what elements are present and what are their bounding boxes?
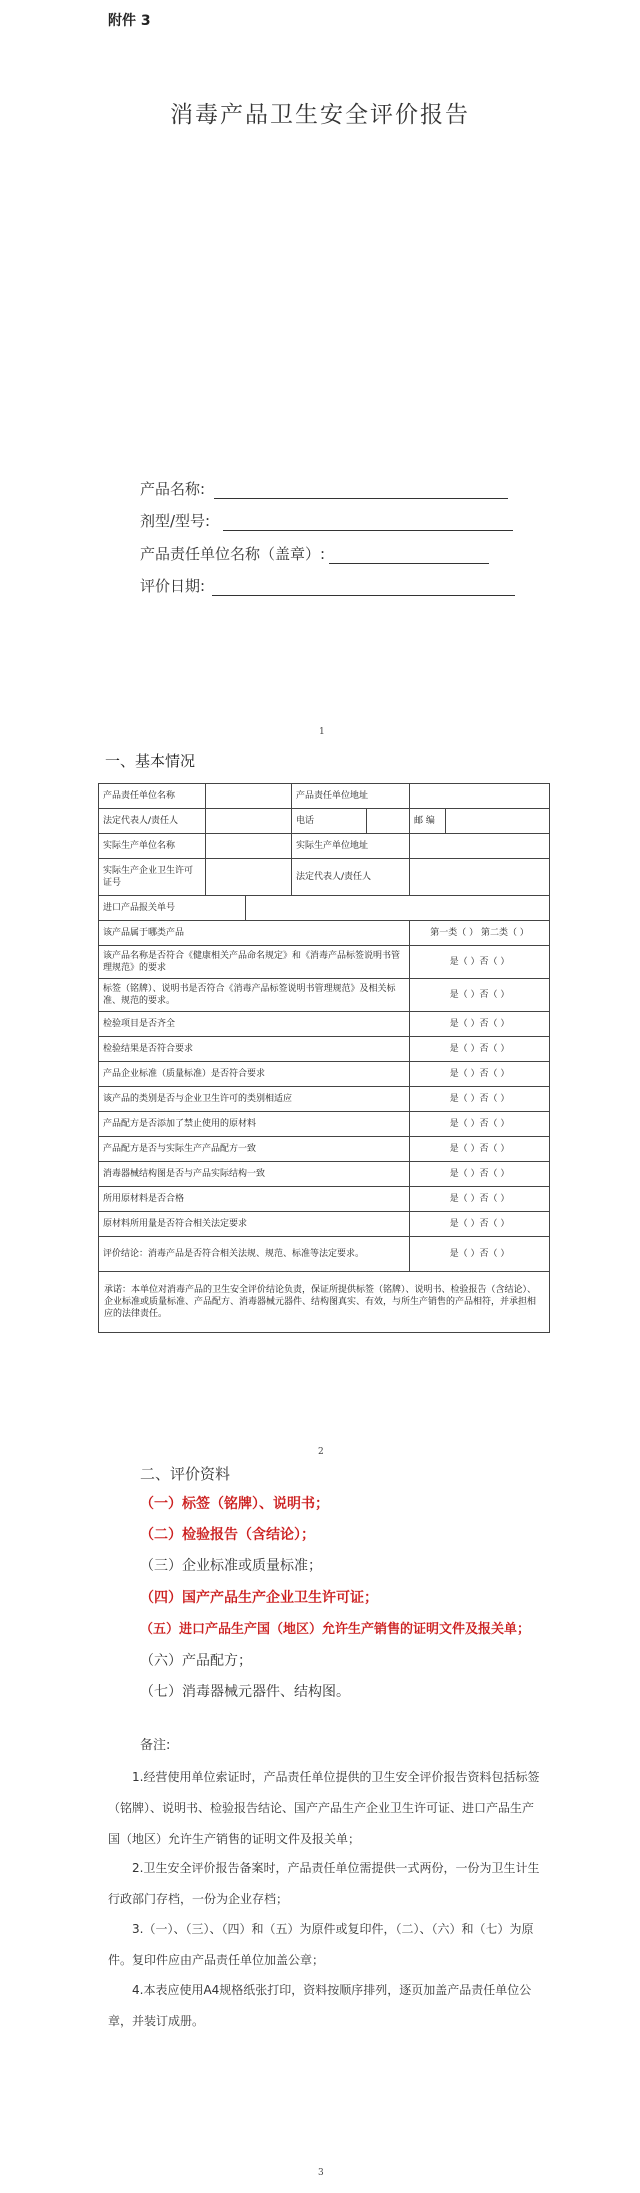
- table-row: [99, 834, 550, 859]
- page-number-3: 3: [318, 2168, 324, 2178]
- dosage-row: [140, 510, 513, 531]
- material-item: （二）检验报告（含结论）；: [140, 1527, 315, 1543]
- conclusion-choice[interactable]: 是（ ）否（ ）: [410, 1237, 550, 1272]
- unit-label: 产品责任单位名称（盖章）:: [140, 545, 326, 563]
- material-item: （一）标签（铭牌）、说明书；: [140, 1496, 329, 1512]
- check-choice[interactable]: 是（ ）否（ ）: [410, 1162, 550, 1187]
- section-materials-heading: 二、评价资料: [140, 1465, 231, 1483]
- date-label: 评价日期:: [140, 577, 206, 595]
- table-cell: 法定代表人/责任人: [99, 809, 206, 834]
- check-label: 该产品的类别是否与企业卫生许可的类别相适应: [99, 1087, 410, 1112]
- note-item: 1.经营使用单位索证时，产品责任单位提供的卫生安全评价报告资料包括标签（铭牌）、说明书、检验报告结论、国产产品生产企业卫生许可证、进口产品生产国（地区）允许生产销售的证明文件及报关单；: [108, 1770, 540, 1846]
- check-choice[interactable]: 是（ ）否（ ）: [410, 1037, 550, 1062]
- check-choice[interactable]: 是（ ）否（ ）: [410, 946, 550, 979]
- notes-title: 备注:: [140, 1738, 171, 1753]
- check-label: 产品配方是否与实际生产产品配方一致: [99, 1137, 410, 1162]
- table-cell: 实际生产单位名称: [99, 834, 206, 859]
- table-row: [99, 1272, 550, 1333]
- table-cell[interactable]: [367, 809, 410, 834]
- check-label: 产品配方是否添加了禁止使用的原材料: [99, 1112, 410, 1137]
- page-number-1: 1: [319, 727, 325, 737]
- section-basic-heading: 一、基本情况: [105, 752, 196, 770]
- table-row: [99, 979, 550, 1012]
- check-choice[interactable]: 是（ ）否（ ）: [410, 1212, 550, 1237]
- check-label: 产品企业标准（质量标准）是否符合要求: [99, 1062, 410, 1087]
- table-cell[interactable]: [446, 809, 550, 834]
- commitment-statement: 承诺：本单位对消毒产品的卫生安全评价结论负责，保证所提供标签（铭牌）、说明书、检验报告（含结论）、企业标准或质量标准、产品配方、消毒器械元器件、结构图真实、有效，与所生产销售的产品相符，并承担相应的法律责任。: [99, 1272, 550, 1333]
- table-cell[interactable]: [410, 784, 550, 809]
- check-choice[interactable]: 是（ ）否（ ）: [410, 979, 550, 1012]
- page-number-2: 2: [318, 1447, 324, 1457]
- check-choice[interactable]: 是（ ）否（ ）: [410, 1137, 550, 1162]
- check-label: 检验项目是否齐全: [99, 1012, 410, 1037]
- material-item: （五）进口产品生产国（地区）允许生产销售的证明文件及报关单；: [140, 1622, 531, 1637]
- table-row: [99, 1037, 550, 1062]
- material-item: （四）国产产品生产企业卫生许可证；: [140, 1590, 378, 1606]
- table-cell: 实际生产单位地址: [292, 834, 410, 859]
- table-cell[interactable]: [206, 784, 292, 809]
- table-row: [99, 1212, 550, 1237]
- material-item: （六）产品配方；: [140, 1653, 252, 1669]
- note-item: 2.卫生安全评价报告备案时，产品责任单位需提供一式两份，一份为卫生计生行政部门存档，一份为企业存档；: [108, 1861, 540, 1906]
- check-label: 该产品名称是否符合《健康相关产品命名规定》和《消毒产品标签说明书管理规范》的要求: [99, 946, 410, 979]
- table-cell[interactable]: [246, 896, 550, 921]
- check-label: 标签（铭牌）、说明书是否符合《消毒产品标签说明书管理规范》及相关标准、规范的要求。: [99, 979, 410, 1012]
- check-choice[interactable]: 是（ ）否（ ）: [410, 1087, 550, 1112]
- unit-row: [140, 543, 489, 564]
- table-cell: 产品责任单位名称: [99, 784, 206, 809]
- category-choice[interactable]: 第一类（ ） 第二类（ ）: [410, 921, 550, 946]
- table-cell[interactable]: [410, 859, 550, 896]
- date-row: [140, 575, 515, 596]
- table-row: [99, 946, 550, 979]
- table-row: [99, 1087, 550, 1112]
- attachment-label: 附件 3: [108, 13, 151, 29]
- table-cell[interactable]: [206, 834, 292, 859]
- table-row: [99, 1112, 550, 1137]
- material-item: （三）企业标准或质量标准；: [140, 1558, 322, 1574]
- check-choice[interactable]: 是（ ）否（ ）: [410, 1112, 550, 1137]
- table-row: [99, 809, 550, 834]
- table-row: [99, 921, 550, 946]
- check-label: 所用原材料是否合格: [99, 1187, 410, 1212]
- check-choice[interactable]: 是（ ）否（ ）: [410, 1062, 550, 1087]
- check-label: 消毒器械结构图是否与产品实际结构一致: [99, 1162, 410, 1187]
- table-row: [99, 1012, 550, 1037]
- note-item: 3.（一）、（三）、（四）和（五）为原件或复印件，（二）、（六）和（七）为原件。复印件应由产品责任单位加盖公章；: [108, 1922, 534, 1967]
- date-field[interactable]: [212, 594, 515, 596]
- product-name-row: [140, 478, 508, 499]
- table-cell[interactable]: [206, 859, 292, 896]
- conclusion-label: 评价结论：消毒产品是否符合相关法规、规范、标准等法定要求。: [99, 1237, 410, 1272]
- check-label: 检验结果是否符合要求: [99, 1037, 410, 1062]
- table-row: [99, 1187, 550, 1212]
- check-choice[interactable]: 是（ ）否（ ）: [410, 1012, 550, 1037]
- check-label: 原材料所用量是否符合相关法定要求: [99, 1212, 410, 1237]
- table-row: [99, 1137, 550, 1162]
- table-cell: 法定代表人/责任人: [292, 859, 410, 896]
- table-cell: 产品责任单位地址: [292, 784, 410, 809]
- table-cell: 电话: [292, 809, 367, 834]
- table-row: [99, 859, 550, 896]
- product-name-field[interactable]: [214, 497, 508, 499]
- unit-field[interactable]: [329, 562, 489, 564]
- note-item: 4.本表应使用A4规格纸张打印，资料按顺序排列，逐页加盖产品责任单位公章，并装订成册。: [108, 1983, 532, 2028]
- material-item: （七）消毒器械元器件、结构图。: [140, 1684, 350, 1700]
- product-name-label: 产品名称:: [140, 480, 206, 498]
- dosage-label: 剂型/型号:: [140, 512, 211, 530]
- table-cell: 邮 编: [410, 809, 446, 834]
- report-title: 消毒产品卫生安全评价报告: [170, 102, 470, 128]
- basic-info-table: [98, 783, 550, 1333]
- table-cell[interactable]: [410, 834, 550, 859]
- table-row: [99, 1062, 550, 1087]
- table-cell[interactable]: [206, 809, 292, 834]
- dosage-field[interactable]: [223, 529, 513, 531]
- table-cell: 实际生产企业卫生许可证号: [99, 859, 206, 896]
- table-row: [99, 1162, 550, 1187]
- table-cell: 该产品属于哪类产品: [99, 921, 410, 946]
- table-row: [99, 1237, 550, 1272]
- check-choice[interactable]: 是（ ）否（ ）: [410, 1187, 550, 1212]
- table-row: [99, 784, 550, 809]
- table-row: [99, 896, 550, 921]
- table-cell: 进口产品报关单号: [99, 896, 246, 921]
